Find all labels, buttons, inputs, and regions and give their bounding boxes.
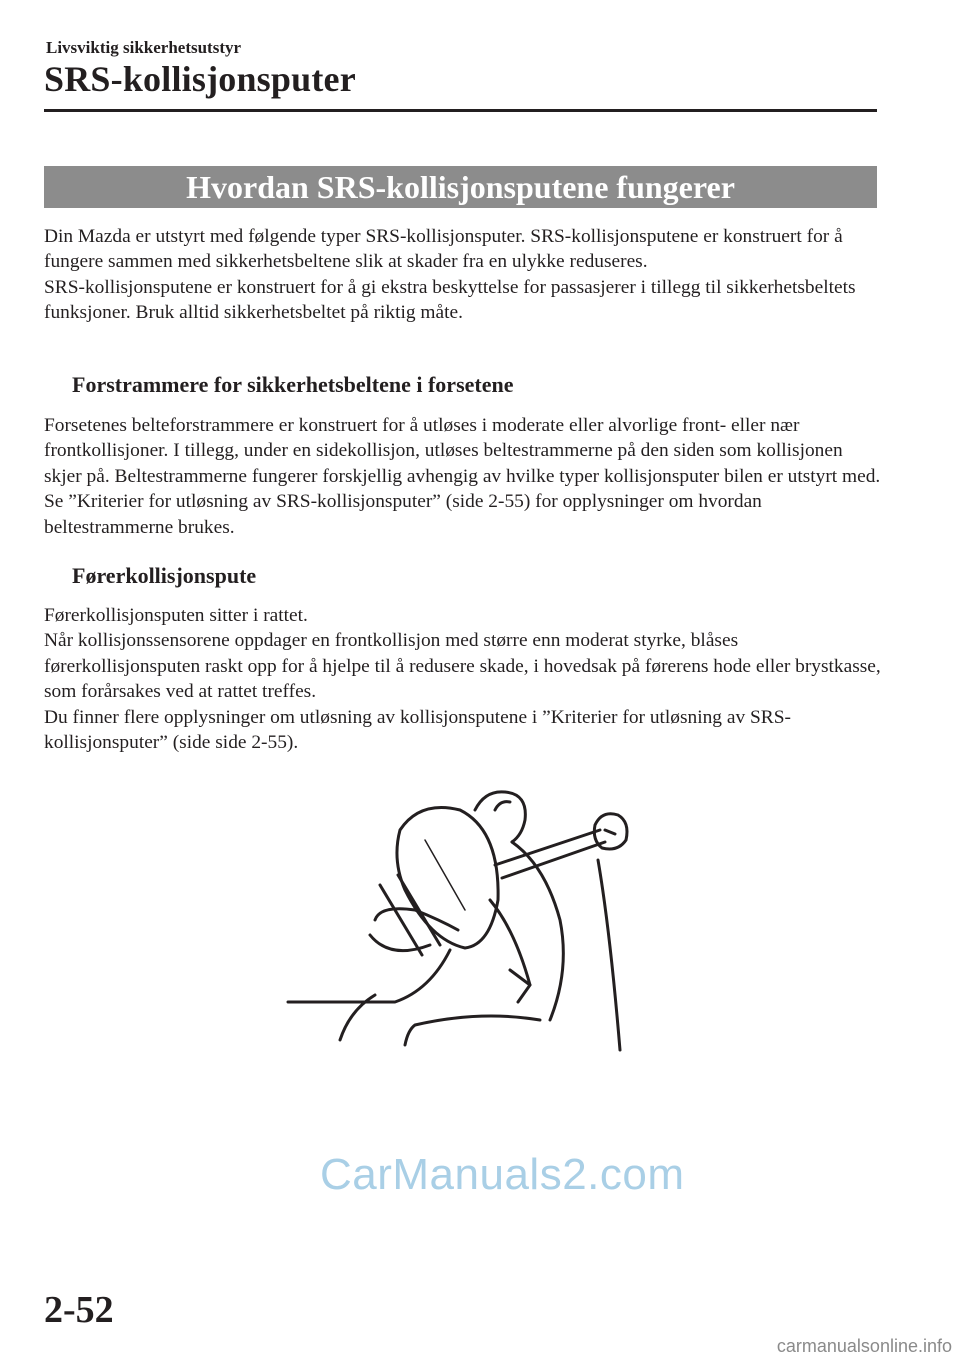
intro-paragraph-1: Din Mazda er utstyrt med følgende typer SRS-kollisjonsputer. SRS-kollisjonsputene er konstruert for å fungere sammen med sikkerhetsbeltene slik at skader fra en ulykke reduseres. bbox=[44, 226, 843, 273]
driver-airbag-heading: Førerkollisjonspute bbox=[72, 563, 257, 588]
page-number: 2-52 bbox=[44, 1289, 114, 1331]
driver-airbag-text bbox=[44, 603, 884, 755]
pretensioner-paragraph: Forsetenes belteforstrammere er konstruert for å utløses i moderate eller alvorlige front- eller nær frontkollisjoner. I tillegg, under en sidekollisjon, utløses beltestrammerne på den siden som kollisjonen skjer på. Beltestrammerne fungerer forskjellig avhengig av hvilke typer kollisjonsputer bilen er utstyrt med. Se ”Kriterier for utløsning av SRS-kollisjonsputer” (side 2-55) for opplysninger om hvordan beltestrammerne brukes. bbox=[44, 415, 881, 538]
driver-airbag-paragraph-1: Førerkollisjonsputen sitter i rattet. bbox=[44, 605, 308, 626]
chapter-title: Livsviktig sikkerhetsutstyr bbox=[46, 38, 242, 57]
airbag-illustration-icon bbox=[280, 770, 660, 1060]
section-title: SRS-kollisjonsputer bbox=[44, 59, 356, 99]
driver-airbag-paragraph-3: Du finner flere opplysninger om utløsning av kollisjonsputene i ”Kriterier for utløsning av SRS-kollisjonsputer” (side side 2-55). bbox=[44, 706, 791, 754]
pretensioner-heading: Forstrammere for sikkerhetsbeltene i forsetene bbox=[72, 372, 514, 397]
watermark-text: CarManuals2.com bbox=[320, 1150, 685, 1199]
topic-banner: Hvordan SRS-kollisjonsputene fungerer bbox=[44, 166, 877, 208]
pretensioner-text bbox=[44, 413, 884, 540]
intro-paragraph-2: SRS-kollisjonsputene er konstruert for å gi ekstra beskyttelse for passasjerer i tillegg til sikkerhetsbeltets funksjoner. Bruk alltid sikkerhetsbeltet på riktig måte. bbox=[44, 276, 856, 324]
intro-text bbox=[44, 224, 884, 326]
header-rule bbox=[44, 109, 877, 112]
site-watermark: carmanualsonline.info bbox=[776, 1336, 952, 1356]
driver-airbag-paragraph-2: Når kollisjonssensorene oppdager en frontkollisjon med større enn moderat styrke, blåses førerkollisjonsputen raskt opp for å hjelpe til å redusere skade, i hovedsak på førerens hode eller brystkasse, som forårsakes ved at rattet treffes. bbox=[44, 630, 881, 703]
